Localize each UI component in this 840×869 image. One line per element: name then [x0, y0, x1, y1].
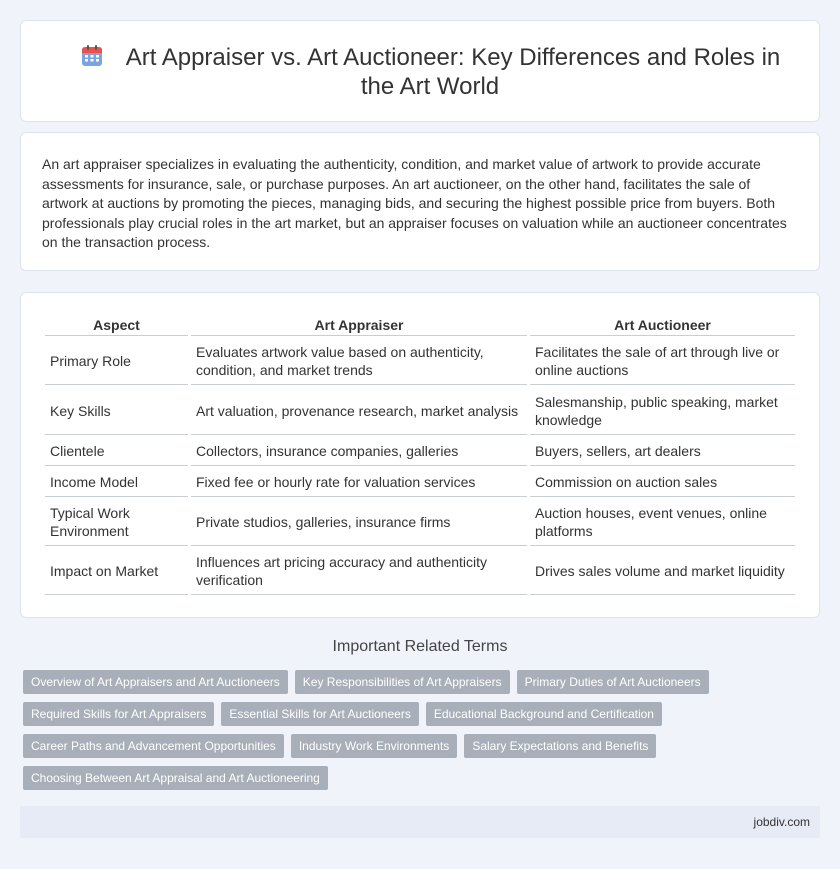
cell-aspect: Impact on Market — [45, 546, 188, 595]
cell-aspect: Typical Work Environment — [45, 497, 188, 546]
cell-appraiser: Influences art pricing accuracy and authenticity verification — [191, 546, 527, 595]
related-term-tag[interactable]: Educational Background and Certification — [426, 702, 662, 726]
cell-aspect: Key Skills — [45, 385, 188, 435]
table-row — [45, 385, 795, 435]
title-wrap — [61, 43, 799, 101]
cell-auctioneer: Buyers, sellers, art dealers — [530, 435, 795, 466]
cell-aspect: Primary Role — [45, 336, 188, 385]
comparison-card — [20, 292, 820, 618]
related-term-tag[interactable]: Required Skills for Art Appraisers — [23, 702, 214, 726]
header-art-appraiser: Art Appraiser — [191, 315, 527, 336]
title-card — [20, 20, 820, 122]
table-row — [45, 497, 795, 546]
table-row — [45, 336, 795, 385]
related-term-tag[interactable]: Industry Work Environments — [291, 734, 458, 758]
page-title-text: Art Appraiser vs. Art Auctioneer: Key Differences and Roles in the Art World — [125, 44, 781, 100]
cell-auctioneer: Drives sales volume and market liquidity — [530, 546, 795, 595]
table-row — [45, 546, 795, 595]
cell-aspect: Income Model — [45, 466, 188, 497]
cell-appraiser: Fixed fee or hourly rate for valuation services — [191, 466, 527, 497]
table-row — [45, 435, 795, 466]
cell-auctioneer: Commission on auction sales — [530, 466, 795, 497]
header-aspect: Aspect — [45, 315, 188, 336]
cell-appraiser: Evaluates artwork value based on authenticity, condition, and market trends — [191, 336, 527, 385]
cell-appraiser: Art valuation, provenance research, market analysis — [191, 385, 527, 435]
related-term-tag[interactable]: Key Responsibilities of Art Appraisers — [295, 670, 510, 694]
related-terms-title: Important Related Terms — [332, 638, 508, 655]
footer — [20, 806, 820, 838]
related-term-tag[interactable]: Career Paths and Advancement Opportunities — [23, 734, 284, 758]
cell-aspect: Clientele — [45, 435, 188, 466]
header-art-auctioneer: Art Auctioneer — [530, 315, 795, 336]
intro-card — [20, 132, 820, 271]
cell-appraiser: Private studios, galleries, insurance firms — [191, 497, 527, 546]
related-terms-list — [23, 670, 813, 790]
related-term-tag[interactable]: Salary Expectations and Benefits — [464, 734, 656, 758]
related-term-tag[interactable]: Choosing Between Art Appraisal and Art Auctioneering — [23, 766, 328, 790]
footer-site[interactable]: jobdiv.com — [753, 815, 810, 829]
related-term-tag[interactable]: Essential Skills for Art Auctioneers — [221, 702, 418, 726]
table-row — [45, 466, 795, 497]
cell-auctioneer: Salesmanship, public speaking, market knowledge — [530, 385, 795, 435]
cell-auctioneer: Facilitates the sale of art through live or online auctions — [530, 336, 795, 385]
cell-appraiser: Collectors, insurance companies, galleries — [191, 435, 527, 466]
calendar-icon — [80, 44, 104, 68]
intro-text: An art appraiser specializes in evaluating the authenticity, condition, and market value of artwork to provide accurate assessments for insurance, sale, or purchase purposes. An art auctioneer, on the other hand, facilitates the sale of artwork at auctions by promoting the pieces, managing bids, and securing the highest possible price from buyers. Both professionals play crucial roles in the art market, but an appraiser focuses on valuation while an auctioneer concentrates on the transaction process. — [42, 156, 787, 250]
table-header-row — [45, 315, 795, 336]
comparison-table — [42, 315, 798, 595]
related-term-tag[interactable]: Primary Duties of Art Auctioneers — [517, 670, 709, 694]
related-term-tag[interactable]: Overview of Art Appraisers and Art Auctioneers — [23, 670, 288, 694]
page-title — [61, 43, 799, 101]
cell-auctioneer: Auction houses, event venues, online platforms — [530, 497, 795, 546]
